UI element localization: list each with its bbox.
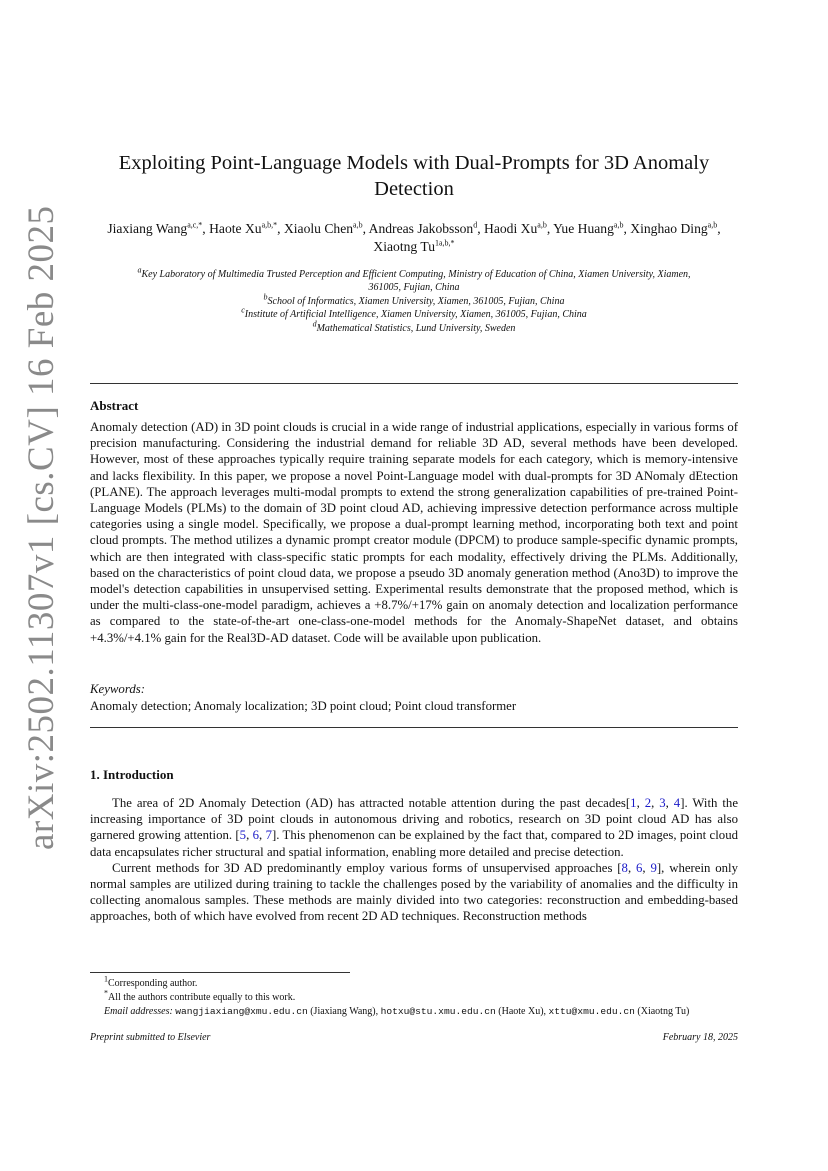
- abstract-bottom-rule: [90, 727, 738, 728]
- author: Jiaxiang Wang$^{a,c,*}$,: [107, 220, 210, 236]
- citation-link[interactable]: 2: [644, 796, 652, 810]
- citation-link[interactable]: 4: [673, 796, 681, 810]
- footnotes: [90, 974, 738, 1020]
- abstract-top-rule: [90, 383, 738, 384]
- citation-link[interactable]: 5: [239, 828, 247, 843]
- introduction-body: [90, 795, 738, 925]
- author: Andreas Jakobsson$^d$,: [368, 220, 485, 236]
- abstract-heading: Abstract: [90, 398, 139, 413]
- preprint-date: February 18, 2025: [662, 1032, 738, 1043]
- citation-link[interactable]: 6: [636, 860, 643, 875]
- citation-link[interactable]: 8: [621, 860, 628, 875]
- author: Xinghao Ding$^{a,b}$,: [630, 220, 721, 236]
- abstract-text: Anomaly detection (AD) in 3D point clouds is crucial in a wide range of industrial applications, especially in various forms of precision manufacturing. Considering the industrial demand for reliable 3D AD, several methods have been developed. However, most of these approaches typically require training separate models for each category, which is memory-intensive and lacks flexibility. In this paper, we propose a novel Point-Language model with dual-prompts for 3D ANomaly dEtection (PLANE). The approach leverages multi-modal prompts to extend the strong generalization capabilities of pre-trained Point-Language Models (PLMs) to the domain of 3D point cloud AD, achieving impressive detection performance across multiple categories using a single model. Specifically, we propose a dual-prompt learning method, incorporating both text and point cloud prompts. The method utilizes a dynamic prompt creator module (DPCM) to produce sample-specific dynamic prompts, which are then integrated with class-specific static prompts for each modality, effectively driving the PLMs. Additionally, based on the characteristics of point cloud data, we propose a pseudo 3D anomaly generation method (Ano3D) to improve the model's detection capabilities in unsupervised setting. Experimental results demonstrate that the proposed method, which is under the multi-class-one-model paradigm, achieves a +8.7%/+17% gain on anomaly detection and localization performance as compared to the state-of-the-art one-class-one-model methods for the Anomaly-ShapeNet dataset, and obtains +4.3%/+4.1% gain for the Real3D-AD dataset. Code will be available upon publication.: [90, 420, 738, 645]
- section-heading-introduction: 1. Introduction: [90, 767, 174, 782]
- footnote-rule: [90, 972, 350, 973]
- email-link[interactable]: hotxu@stu.xmu.edu.cn: [380, 1006, 496, 1018]
- author: Haodi Xu$^{a,b}$,: [484, 220, 554, 236]
- citation-link[interactable]: 1: [630, 796, 637, 810]
- keywords-text: Anomaly detection; Anomaly localization; 3D point cloud; Point cloud transformer: [90, 699, 517, 713]
- footnote: *All the authors contribute equally to this work.: [104, 988, 296, 1004]
- footnote: $^1$Corresponding author.: [104, 974, 198, 989]
- preprint-note: Preprint submitted to Elsevier: [90, 1032, 211, 1043]
- paragraph: Current methods for 3D AD predominantly employ various forms of unsupervised approaches [8, 6, 9], wherein only normal samples are utilized during training to tackle the challenges posed by the variability of anomalies and the difficulty in collecting anomalous samples. These methods are mainly divided into two categories: reconstruction and embedding-based approaches, both of which have evolved from recent 2D AD techniques. Reconstruction methods: [90, 860, 739, 924]
- arxiv-stamp: arXiv:2502.11307v1 [cs.CV] 16 Feb 2025: [21, 205, 62, 850]
- affiliation-list: [120, 265, 708, 335]
- citation-link[interactable]: 3: [659, 796, 666, 810]
- author: Yue Huang$^{a,b}$,: [553, 220, 631, 236]
- author: Haote $Xu^{a,b,*}$,: [209, 220, 284, 236]
- paragraph: The area of 2D Anomaly Detection (AD) has attracted notable attention during the past decades[1, 2, 3, 4]. With the increasing importance of 3D point clouds in autonomous driving and robotics, research on 3D point cloud AD has also garnered growing attention. [5, 6, 7]. This phenomenon can be explained by the fact that, compared to 2D images, point cloud data encapsulates richer structural and spatial information, enabling more detailed and precise detection.: [90, 796, 739, 859]
- author: Xiaotng $Tu^{1a,b,*}$: [373, 238, 455, 254]
- citation-link[interactable]: 9: [650, 860, 657, 875]
- author-list: [88, 220, 740, 256]
- author: Xiaolu Chen$^{a,b}$,: [283, 220, 369, 236]
- email-footnote: Email addresses: wangjiaxiang@xmu.edu.cn (Jiaxiang Wang), hotxu@stu.xmu.edu.cn (Haote Xu), xttu@xmu.edu.cn (Xiaotng Tu): [104, 1006, 690, 1018]
- affiliation: $^d$Mathematical Statistics, Lund University, Sweden: [312, 319, 516, 334]
- keywords-heading: Keywords:: [90, 682, 145, 696]
- affiliation: $^a$Key Laboratory of Multimedia Trusted Perception and Efficient Computing, Ministry of Education of China, Xiamen University, Xiamen, 361005, Fujian, China: [137, 265, 691, 294]
- email-link[interactable]: xttu@xmu.edu.cn: [548, 1006, 635, 1018]
- paper-title: Exploiting Point-Language Models with Dual-Prompts for 3D Anomaly Detection: [118, 152, 710, 200]
- citation-link[interactable]: 7: [265, 828, 272, 843]
- affiliation: $^b$School of Informatics, Xiamen University, Xiamen, 361005, Fujian, China: [263, 292, 565, 307]
- citation-link[interactable]: 6: [252, 828, 260, 843]
- email-link[interactable]: wangjiaxiang@xmu.edu.cn: [175, 1006, 308, 1018]
- affiliation: $^c$Institute of Artificial Intelligence, Xiamen University, Xiamen, 361005, Fujian, China: [241, 305, 587, 321]
